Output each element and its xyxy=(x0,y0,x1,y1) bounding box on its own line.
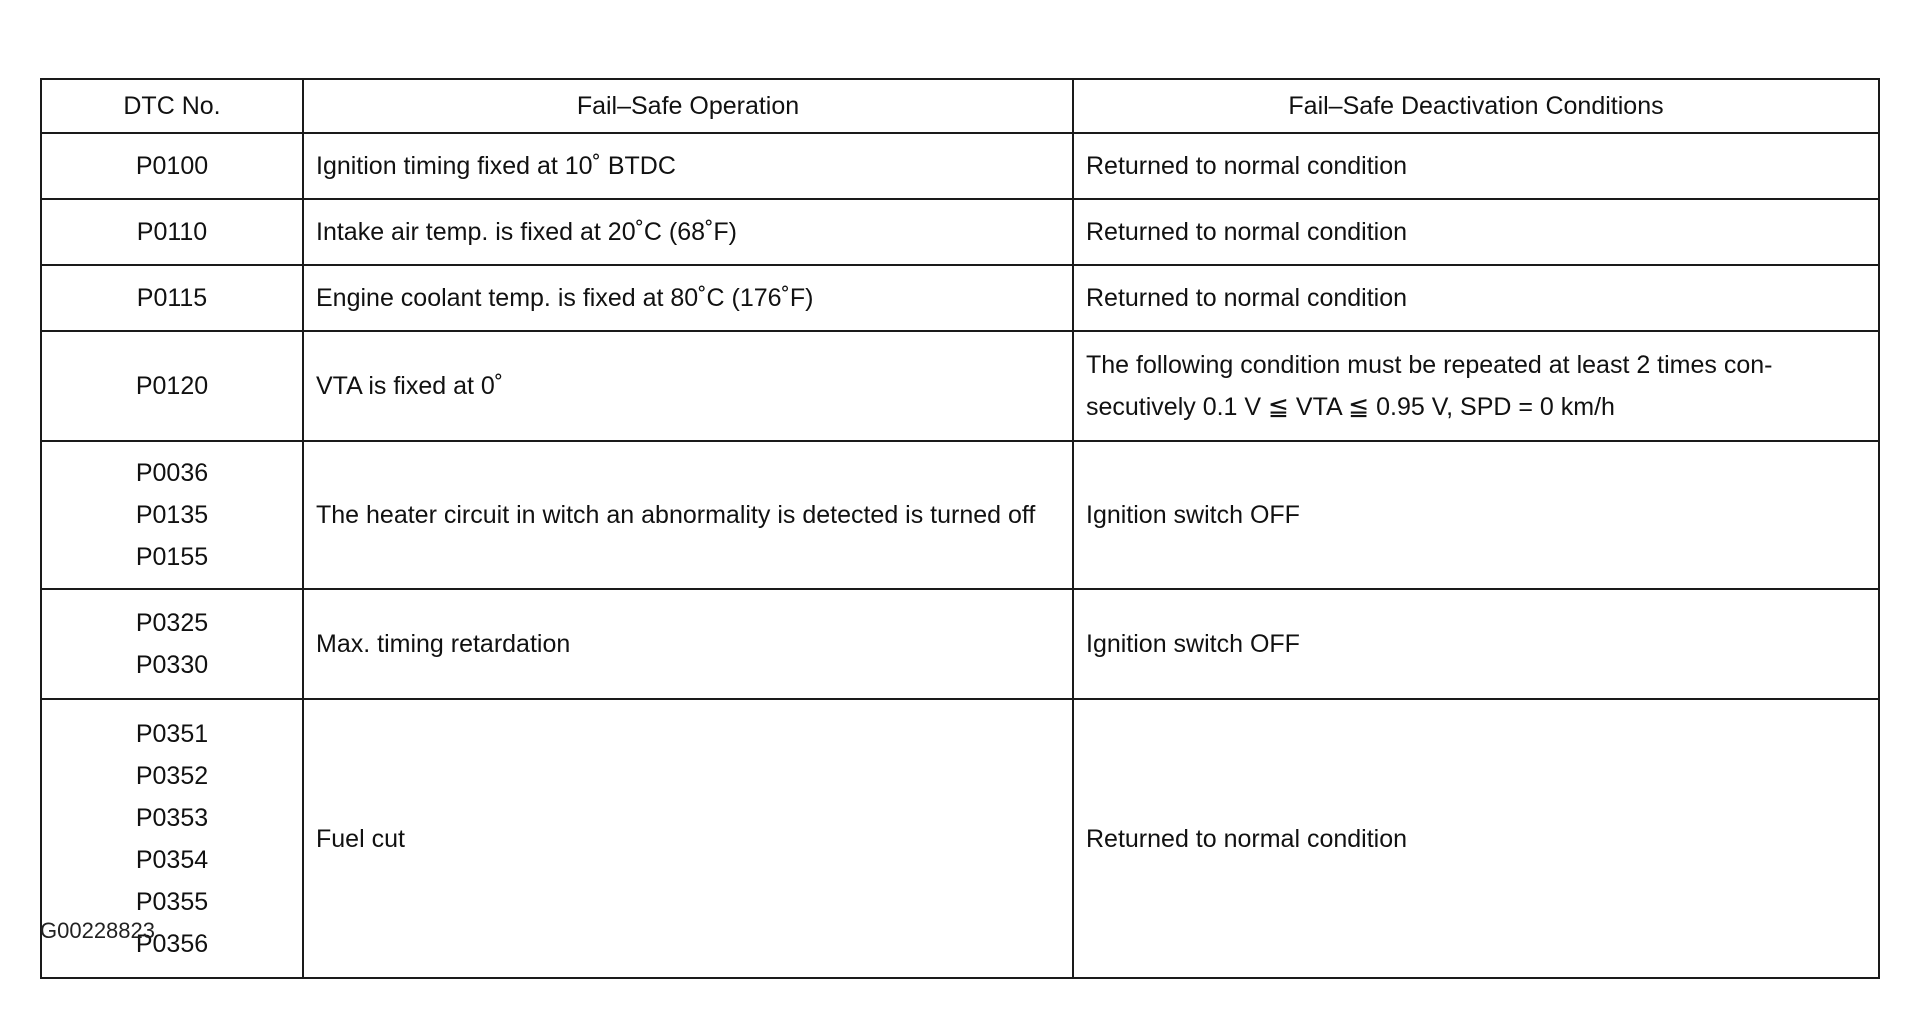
table-row xyxy=(41,589,1879,699)
dtc-code: P0155 xyxy=(135,543,209,571)
dtc-code: P0354 xyxy=(135,845,209,874)
table-row xyxy=(41,331,1879,441)
dtc-code-cell xyxy=(41,441,303,589)
table-row xyxy=(41,199,1879,265)
dtc-code: P0036 xyxy=(135,459,209,487)
header-deactivation-conditions: Fail–Safe Deactivation Conditions xyxy=(1073,79,1879,133)
table-row xyxy=(41,265,1879,331)
dtc-code: P0120 xyxy=(135,372,209,400)
operation-cell: Fuel cut xyxy=(303,699,1073,978)
fail-safe-table xyxy=(40,78,1880,979)
dtc-code-cell xyxy=(41,589,303,699)
dtc-code: P0100 xyxy=(135,152,209,180)
dtc-code: P0135 xyxy=(135,501,209,529)
deactivation-cell: The following condition must be repeated at least 2 times con-secutively 0.1 V ≦ VTA ≦ 0.95 V, SPD = 0 km/h xyxy=(1073,331,1879,441)
dtc-code-cell xyxy=(41,331,303,441)
deactivation-cell: Returned to normal condition xyxy=(1073,265,1879,331)
dtc-code: P0330 xyxy=(135,651,209,679)
dtc-code-cell xyxy=(41,199,303,265)
table-row xyxy=(41,133,1879,199)
operation-cell: Ignition timing fixed at 10˚ BTDC xyxy=(303,133,1073,199)
table-header-row xyxy=(41,79,1879,133)
dtc-code: P0110 xyxy=(136,218,208,246)
dtc-code: P0115 xyxy=(136,284,208,312)
header-fail-safe-operation: Fail–Safe Operation xyxy=(303,79,1073,133)
operation-cell: Intake air temp. is fixed at 20˚C (68˚F) xyxy=(303,199,1073,265)
deactivation-cell: Ignition switch OFF xyxy=(1073,441,1879,589)
deactivation-cell: Returned to normal condition xyxy=(1073,199,1879,265)
table-row xyxy=(41,699,1879,978)
deactivation-cell: Returned to normal condition xyxy=(1073,133,1879,199)
deactivation-cell: Returned to normal condition xyxy=(1073,699,1879,978)
operation-cell: The heater circuit in witch an abnormality is detected is turned off xyxy=(303,441,1073,589)
deactivation-cell: Ignition switch OFF xyxy=(1073,589,1879,699)
header-dtc-no: DTC No. xyxy=(41,79,303,133)
dtc-code: P0353 xyxy=(135,803,209,832)
dtc-code-cell xyxy=(41,265,303,331)
operation-cell: Max. timing retardation xyxy=(303,589,1073,699)
dtc-code-cell xyxy=(41,133,303,199)
dtc-code: P0351 xyxy=(135,719,209,748)
dtc-code: P0352 xyxy=(135,761,209,790)
operation-cell: Engine coolant temp. is fixed at 80˚C (176˚F) xyxy=(303,265,1073,331)
fail-safe-table-container xyxy=(40,78,1878,979)
operation-cell: VTA is fixed at 0˚ xyxy=(303,331,1073,441)
figure-id: G00228823 xyxy=(40,918,155,943)
dtc-code: P0356 xyxy=(135,929,209,958)
dtc-code: P0325 xyxy=(135,609,209,637)
dtc-code: P0355 xyxy=(135,887,209,916)
table-row xyxy=(41,441,1879,589)
